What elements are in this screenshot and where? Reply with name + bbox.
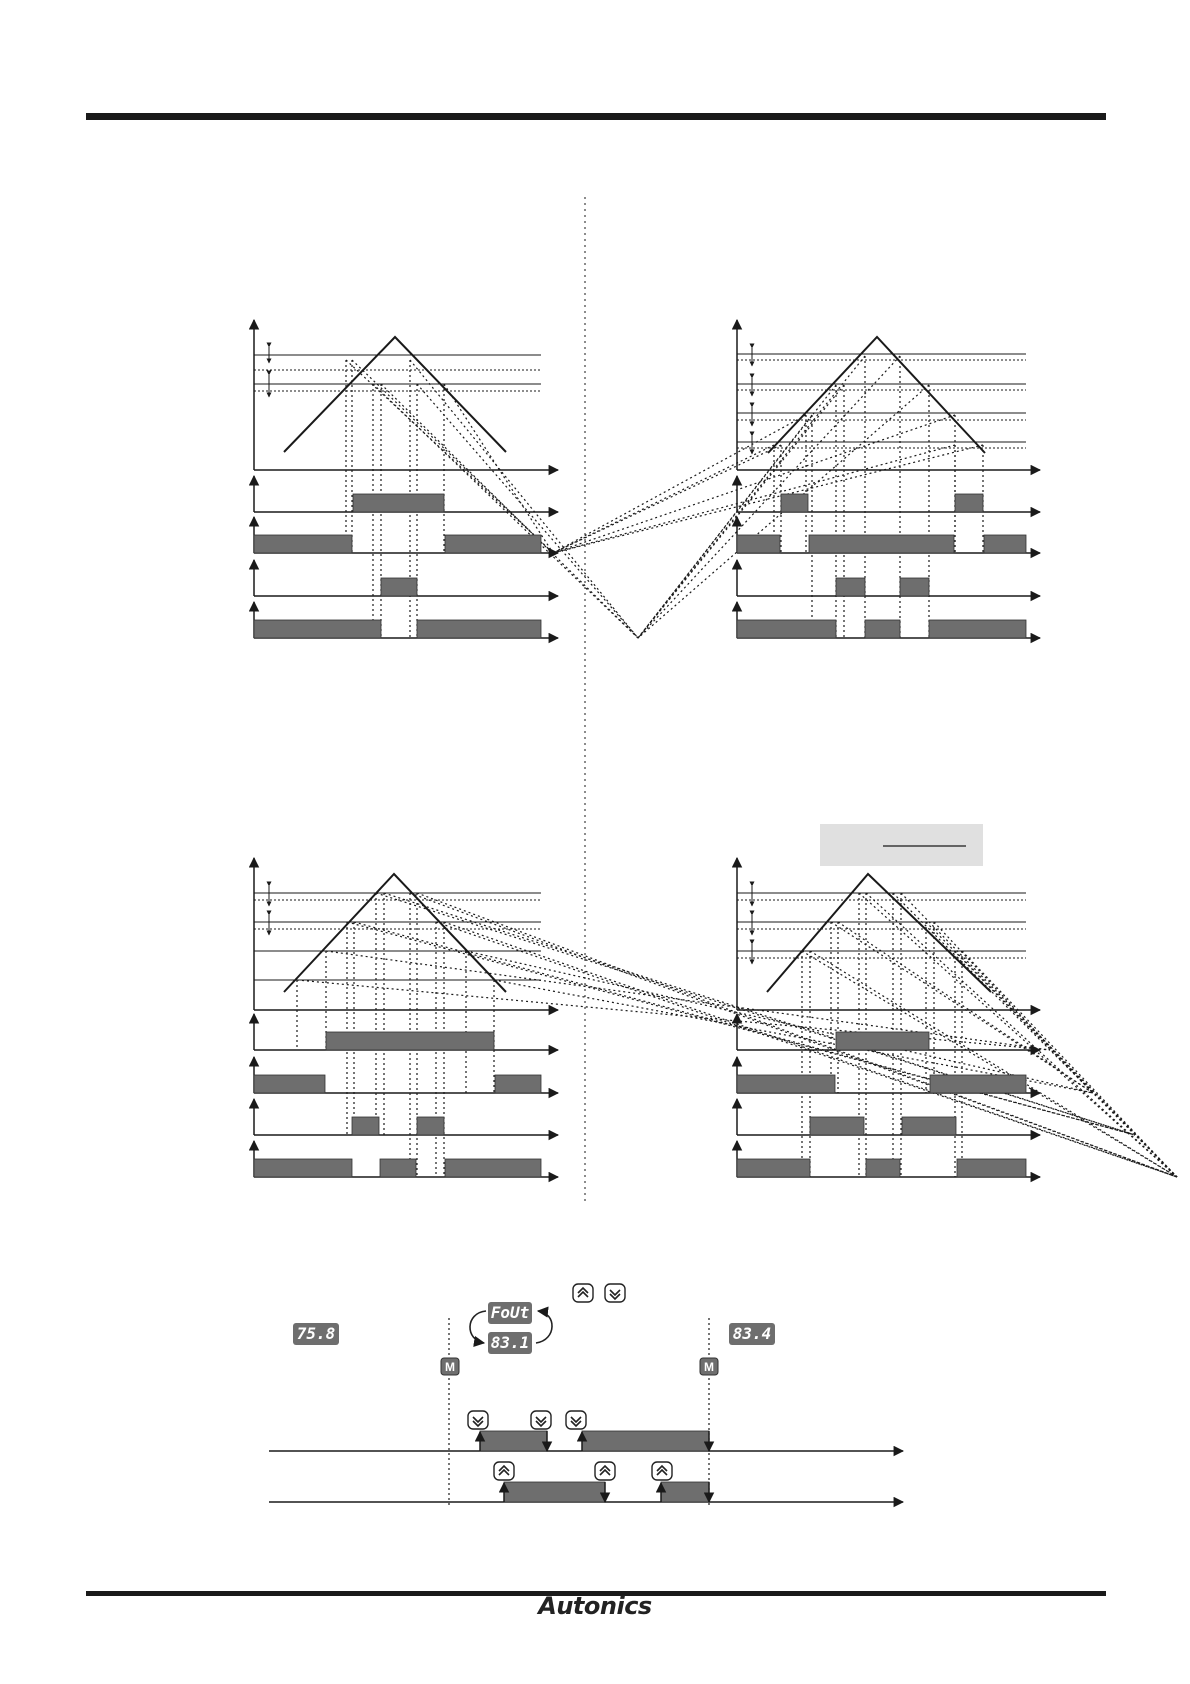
- panel-4-output-1-on-bar: [836, 1032, 929, 1050]
- panel-2-output-4-on-bar: [929, 620, 1026, 638]
- display-before: 75.8: [293, 1323, 339, 1345]
- panel-4-guide-line: [802, 951, 1177, 1177]
- panel-3-output-2-on-bar: [254, 1075, 325, 1093]
- double-chevron-up-icon: [595, 1462, 615, 1480]
- panel-3-guide-line: [466, 951, 1093, 1093]
- mode-key-icon: [700, 1358, 718, 1375]
- panel-1-output-2-on-bar: [254, 535, 352, 553]
- down-key-press-bar: [480, 1431, 547, 1451]
- panel-3-output-4-on-bar: [380, 1159, 416, 1177]
- panel-1-output-2-on-bar: [445, 535, 541, 553]
- panel-3-output-3-on-bar: [352, 1117, 379, 1135]
- panel-3-process-value-curve: [284, 874, 506, 992]
- display-after: 83.4: [729, 1323, 775, 1345]
- panel-3-output-4-on-bar: [254, 1159, 352, 1177]
- panel-2-guide-line: [553, 415, 955, 553]
- panel-2-output-4-on-bar: [737, 620, 836, 638]
- panel-2-output-3-on-bar: [836, 578, 865, 596]
- mode-key-icon-label: M: [445, 1360, 455, 1374]
- double-chevron-up-icon: [494, 1462, 514, 1480]
- panel-4-guide-line: [838, 922, 1093, 1093]
- cycle-arrow-left: [470, 1311, 486, 1343]
- panel-1-output-3-on-bar: [381, 578, 417, 596]
- panel-4-output-4-on-bar: [737, 1159, 810, 1177]
- up-key-press-bar: [504, 1482, 605, 1502]
- double-chevron-up-icon: [573, 1284, 593, 1302]
- double-chevron-down-icon: [605, 1284, 625, 1302]
- panel-4-guide-line: [934, 922, 1093, 1093]
- panel-2-output-1-on-bar: [955, 494, 983, 512]
- panel-4-process-value-curve: [767, 874, 991, 992]
- panel-3-guide-line: [347, 922, 1135, 1135]
- display-value: 83.1: [488, 1332, 532, 1354]
- double-chevron-down-icon: [566, 1411, 586, 1429]
- mode-key-icon: [441, 1358, 459, 1375]
- up-key-press-bar: [661, 1482, 709, 1502]
- panel-4-output-2-on-bar: [930, 1075, 1026, 1093]
- panel-2-output-2-on-bar: [809, 535, 954, 553]
- panel-4-output-4-on-bar: [866, 1159, 900, 1177]
- panel-1-guide-line: [417, 384, 638, 638]
- panel-2-output-2-on-bar: [737, 535, 780, 553]
- panel-2-output-3-on-bar: [900, 578, 929, 596]
- panel-4-output-3-on-bar: [902, 1117, 956, 1135]
- panel-1-output-4-on-bar: [254, 620, 381, 638]
- panel-3-output-3-on-bar: [417, 1117, 444, 1135]
- panel-2-output-4-on-bar: [865, 620, 900, 638]
- panel-1-process-value-curve: [284, 337, 506, 452]
- double-chevron-down-icon: [468, 1411, 488, 1429]
- cycle-arrow-right: [536, 1311, 552, 1343]
- panel-1-output-1-on-bar: [353, 494, 444, 512]
- brand-logo: Autonics: [538, 1592, 652, 1620]
- panel-4-output-2-on-bar: [737, 1075, 835, 1093]
- panel-3-output-4-on-bar: [445, 1159, 541, 1177]
- panel-3-output-1-on-bar: [326, 1032, 494, 1050]
- mode-key-icon-label: M: [704, 1360, 714, 1374]
- top-rule: [86, 113, 1106, 120]
- panel-4-output-3-on-bar: [810, 1117, 864, 1135]
- panel-3-output-2-on-bar: [495, 1075, 541, 1093]
- panel-1-output-4-on-bar: [417, 620, 541, 638]
- panel-2-guide-line: [553, 415, 806, 553]
- panel-1-guide-line: [352, 360, 553, 553]
- panel-4-output-4-on-bar: [957, 1159, 1026, 1177]
- panel-2-output-1-on-bar: [781, 494, 808, 512]
- panel-2-output-2-on-bar: [984, 535, 1026, 553]
- double-chevron-down-icon: [531, 1411, 551, 1429]
- down-key-press-bar: [582, 1431, 709, 1451]
- display-fout: FoUt: [488, 1302, 532, 1324]
- double-chevron-up-icon: [652, 1462, 672, 1480]
- note-box: [820, 824, 983, 866]
- panel-4-guide-line: [955, 951, 1177, 1177]
